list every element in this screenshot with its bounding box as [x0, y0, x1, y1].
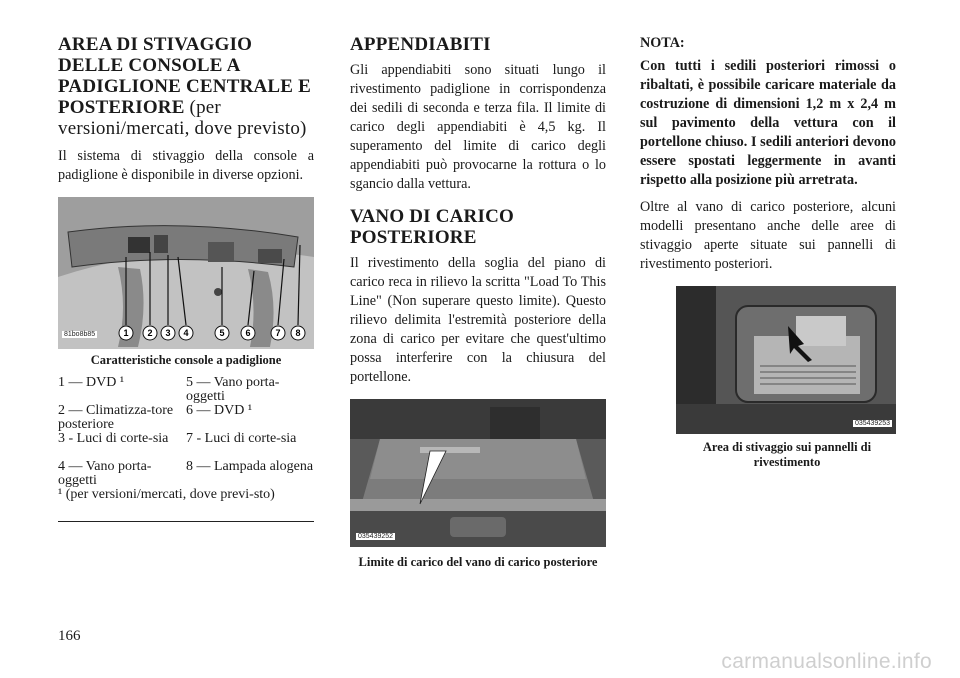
figure-caption: Limite di carico del vano di carico posteriore	[358, 555, 598, 569]
table-rule	[58, 521, 314, 522]
side-storage-paragraph: Oltre al vano di carico posteriore, alcuni modelli presentano anche delle aree di stivaggio aperte situate sui pannelli di rivestimento posteriori.	[640, 199, 896, 272]
callout-4: 4	[183, 328, 189, 338]
section-heading-coat-hooks: APPENDIABITI	[350, 34, 491, 55]
page-number: 166	[58, 628, 81, 644]
figure-code: 035439253	[854, 420, 890, 427]
legend-table	[58, 376, 314, 522]
legend-cell: 7 - Luci di corte-sia	[186, 431, 297, 446]
side-storage-illustration	[676, 286, 896, 434]
legend-row	[58, 460, 314, 488]
section-heading-overhead-console	[58, 34, 314, 139]
legend-cell: 1 — DVD ¹	[58, 375, 125, 390]
figure-code: 035439252	[358, 533, 394, 540]
heading-bold-part: AREA DI STIVAGGIO DELLE CONSOLE A PADIGLIONE CENTRALE E POSTERIORE	[58, 34, 311, 118]
callout-1: 1	[123, 328, 129, 338]
figure-code: 81bo8b85	[64, 331, 96, 338]
figure-caption: Caratteristiche console a padiglione	[90, 353, 282, 367]
cargo-limit-illustration	[350, 399, 606, 547]
legend-cell: 3 - Luci di corte-sia	[58, 431, 169, 446]
legend-row	[58, 376, 314, 404]
legend-row	[58, 432, 314, 460]
callout-8: 8	[295, 328, 301, 338]
callout-7: 7	[275, 328, 281, 338]
overhead-console-illustration	[58, 197, 314, 349]
column-1	[58, 34, 314, 522]
section-heading-rear-cargo: VANO DI CARICO POSTERIORE	[350, 206, 514, 248]
legend-footnote: ¹ (per versioni/mercati, dove previ-sto)	[58, 487, 275, 502]
intro-paragraph: Il sistema di stivaggio della console a padiglione è disponibile in diverse opzioni.	[58, 148, 314, 183]
cargo-limit-figure	[350, 399, 606, 547]
legend-cell: 5 — Vano porta-oggetti	[186, 375, 280, 404]
note-text: Con tutti i sedili posteriori rimossi o ribaltati, è possibile caricare materiale da costruzione di dimensioni 1,2 m x 2,4 m sul pavimento della vettura con il portellone chiuso. I sedili anteriori devono essere spostati leggermente in avanti rispetto alla posizione più arretrata.	[640, 58, 896, 188]
note-label: NOTA:	[640, 35, 685, 51]
legend-row	[58, 404, 314, 432]
watermark-text: carmanualsonline.info	[721, 650, 932, 673]
heading-light-part: (per versioni/mercati, dove previsto)	[58, 97, 307, 139]
callout-5: 5	[219, 328, 225, 338]
legend-cell: 6 — DVD ¹	[186, 403, 253, 418]
callout-3: 3	[165, 328, 171, 338]
overhead-console-figure	[58, 197, 314, 349]
legend-cell: 8 — Lampada alogena	[186, 459, 314, 474]
column-2	[350, 34, 606, 570]
coat-hooks-paragraph: Gli appendiabiti sono situati lungo il rivestimento padiglione in corrispondenza dei sedili di seconda e terza fila. Il limite di carico degli appendiabiti è 4,5 kg. Il superamento del limite di carico degli appendiabiti può provocarne la rottura o lo sgancio dalla vettura.	[350, 62, 606, 192]
legend-cell: 2 — Climatizza-tore posteriore	[58, 403, 174, 432]
figure-caption: Area di stivaggio sui pannelli di rivestimento	[702, 440, 872, 469]
legend-cell: 4 — Vano porta-oggetti	[58, 459, 152, 488]
callout-6: 6	[245, 328, 251, 338]
callout-2: 2	[147, 328, 153, 338]
column-3	[640, 34, 896, 470]
side-storage-figure	[676, 286, 896, 434]
rear-cargo-paragraph: Il rivestimento della soglia del piano di carico reca in rilievo la scritta "Load To This Line" (Non superare questo limite). Questo rilievo delimita l'estremità posteriore della zona di carico per evitare che quest'ultimo possa interferire con la chiusura del portellone.	[350, 255, 606, 385]
